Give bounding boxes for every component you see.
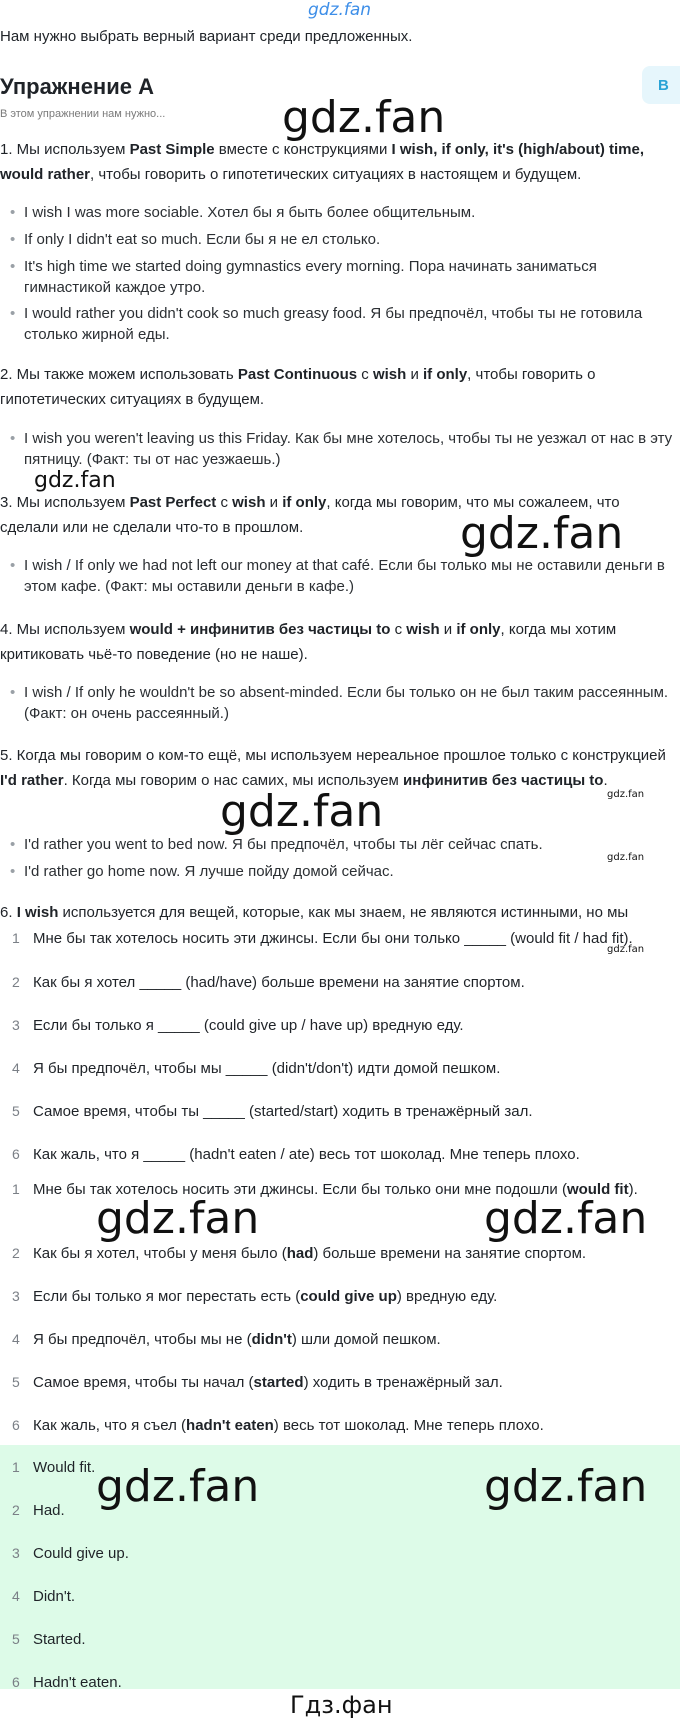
example-item: • I'd rather you went to bed now. Я бы предпочёл, чтобы ты лёг сейчас спать. (10, 834, 676, 855)
intro-text: Нам нужно выбрать верный вариант среди предложенных. (0, 28, 413, 45)
answers-block: 1 Would fit. 2 Had. 3 Could give up. 4 Didn't. 5 Started. 6 Hadn't eaten. (0, 1445, 680, 1689)
example-item: • I would rather you didn't cook so much greasy food. Я бы предпочёл, чтобы ты не готовила столько жирной еды. (10, 303, 676, 345)
watermark: gdz.fan (34, 468, 116, 493)
v-button[interactable]: В (642, 66, 680, 104)
watermark: gdz.fan (484, 1461, 648, 1512)
watermark: gdz.fan (220, 786, 384, 837)
watermark-footer: Гдз.фан (290, 1691, 393, 1719)
watermark: gdz.fan (484, 1193, 648, 1244)
watermark: gdz.fan (282, 92, 446, 143)
watermark-small: gdz.fan (607, 944, 645, 955)
cut-off-text: В этом упражнении нам нужно... (0, 108, 166, 120)
example-item: • I'd rather go home now. Я лучше пойду домой сейчас. (10, 861, 676, 882)
rule-6: 6. I wish используется для вещей, которые, как мы знаем, не являются истинными, но мы (0, 904, 629, 921)
example-item: • If only I didn't eat so much. Если бы я не ел столько. (10, 229, 676, 250)
rule-3: 3. Мы используем Past Perfect с wish и if only, когда мы говорим, что мы сожалеем, что сделали или не сделали что-то в прошлом. (0, 494, 620, 536)
watermark: gdz.fan (96, 1193, 260, 1244)
rule-5: 5. Когда мы говорим о ком-то ещё, мы используем нереальное прошлое только с конструкцией I'd rather. Когда мы говорим о нас самих, мы используем инфинитив без частицы to. (0, 747, 666, 789)
example-item: • I wish / If only we had not left our money at that café. Если бы только мы не оставили деньги в этом кафе. (Факт: мы оставили деньги в кафе.) (10, 555, 676, 597)
watermark-top: gdz.fan (308, 0, 372, 20)
example-item: • I wish you weren't leaving us this Friday. Как бы мне хотелось, чтобы ты не уезжал от нас в эту пятницу. (Факт: ты от нас уезжаешь.) (10, 428, 676, 470)
example-item: • It's high time we started doing gymnastics every morning. Пора начинать заниматься гимнастикой каждое утро. (10, 256, 676, 298)
example-item: • I wish / If only he wouldn't be so absent-minded. Если бы только он не был таким рассеянным. (Факт: он очень рассеянный.) (10, 682, 676, 724)
watermark: gdz.fan (460, 508, 624, 559)
example-item: • I wish I was more sociable. Хотел бы я быть более общительным. (10, 202, 676, 223)
watermark-small: gdz.fan (607, 789, 645, 800)
rule-1: 1. Мы используем Past Simple вместе с конструкциями I wish, if only, it's (high/about) time, would rather, чтобы говорить о гипотетических ситуациях в настоящем и будущем. (0, 141, 644, 183)
rule-4: 4. Мы используем would + инфинитив без частицы to с wish и if only, когда мы хотим критиковать чьё-то поведение (но не наше). (0, 621, 617, 663)
watermark: gdz.fan (96, 1461, 260, 1512)
exercise-title: Упражнение А (0, 74, 154, 99)
rule-2: 2. Мы также можем использовать Past Continuous с wish и if only, чтобы говорить о гипотетических ситуациях в будущем. (0, 366, 596, 408)
watermark-small: gdz.fan (607, 852, 645, 863)
